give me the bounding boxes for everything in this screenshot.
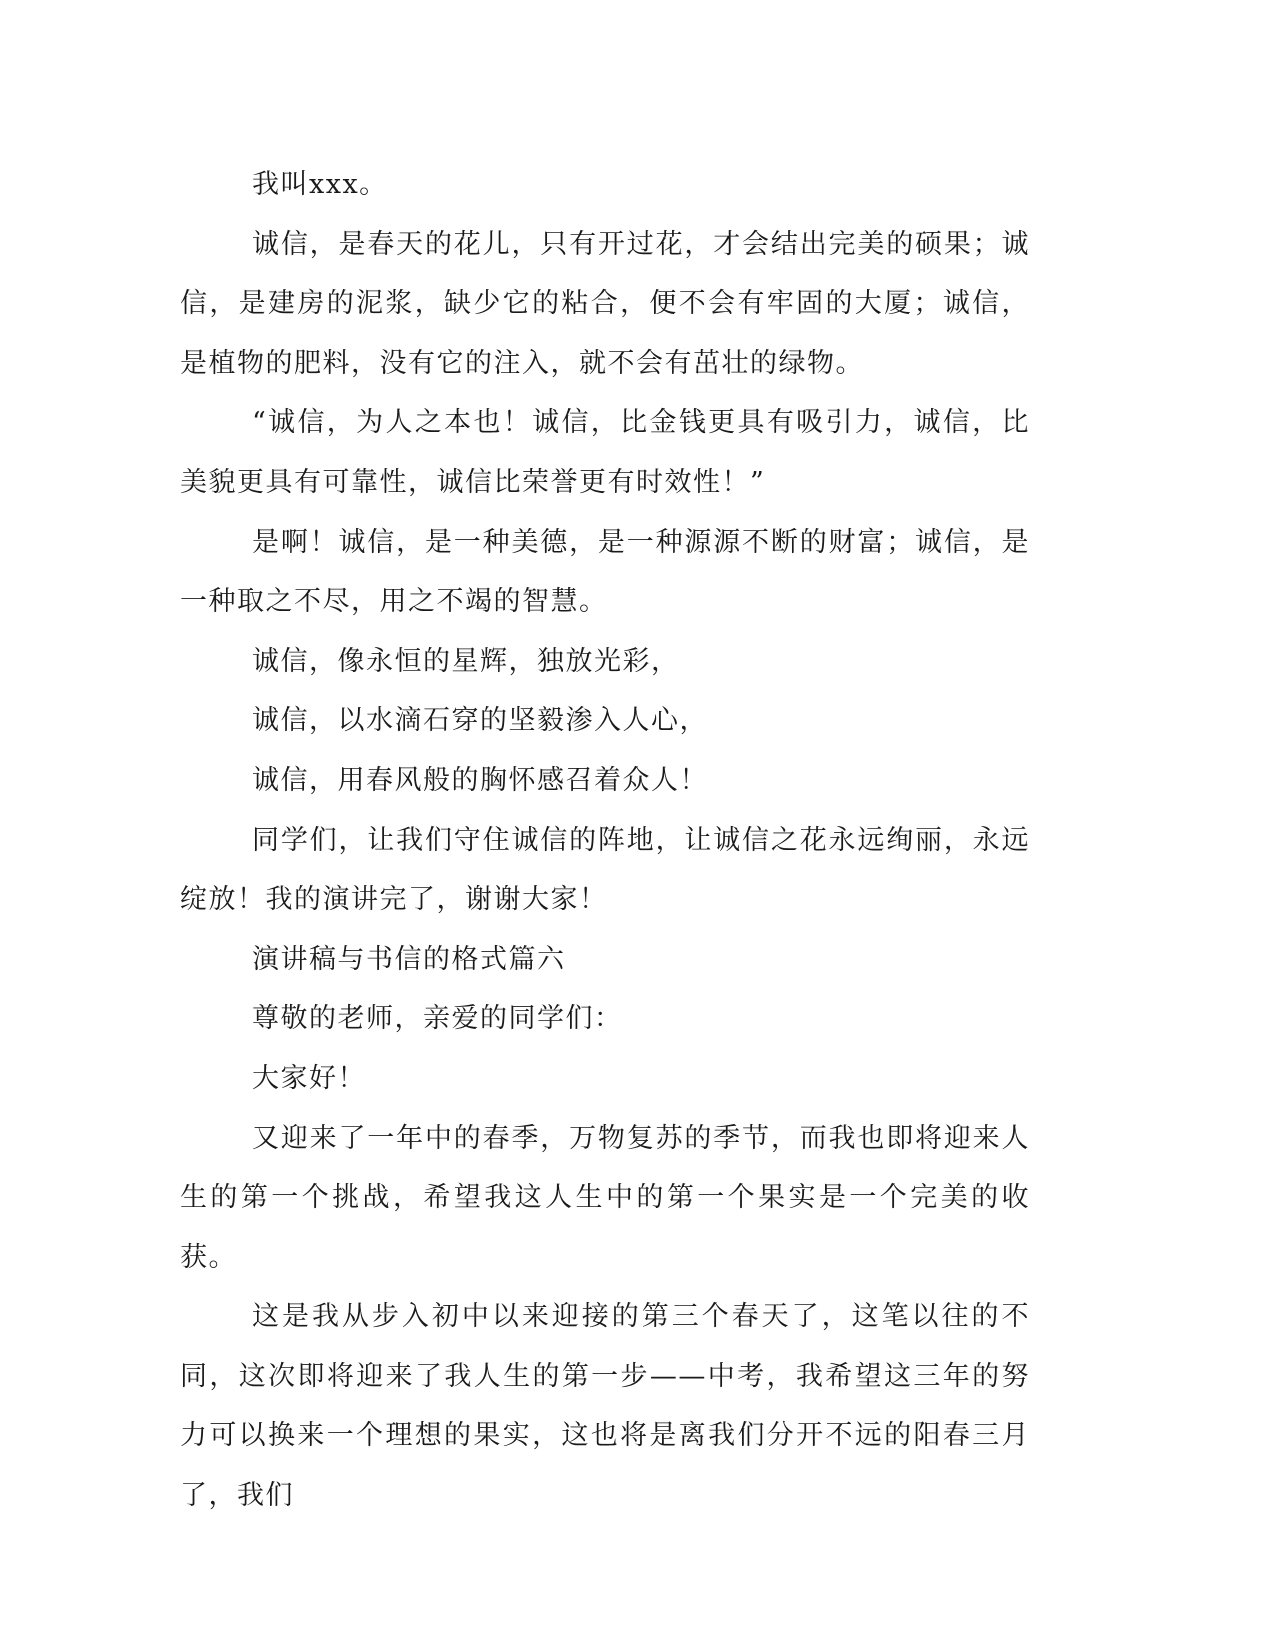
paragraph-closing: 同学们，让我们守住诚信的阵地，让诚信之花永远绚丽，永远绽放！我的演讲完了，谢谢大家！ <box>180 824 1030 916</box>
paragraph-line-spring-wind: 诚信，用春风般的胸怀感召着众人！ <box>252 764 708 796</box>
paragraph-spring: 又迎来了一年中的春季，万物复苏的季节，而我也即将迎来人生的第一个挑战，希望我这人生中的第一个果实是一个完美的收获。 <box>180 1122 1030 1273</box>
paragraph-intro: 我叫xxx。 <box>252 169 388 200</box>
paragraph-quote: “诚信，为人之本也！诚信，比金钱更具有吸引力，诚信，比美貌更具有可靠性，诚信比荣誉更有时效性！” <box>180 407 1030 498</box>
section-heading: 演讲稿与书信的格式篇六 <box>252 943 566 975</box>
paragraph-salutation: 尊敬的老师，亲爱的同学们： <box>252 1003 623 1035</box>
paragraph-virtue: 是啊！诚信，是一种美德，是一种源源不断的财富；诚信，是一种取之不尽，用之不竭的智慧。 <box>180 526 1030 618</box>
paragraph-exam: 这是我从步入初中以来迎接的第三个春天了，这笔以往的不同，这次即将迎来了我人生的第一步——中考，我希望这三年的努力可以换来一个理想的果实，这也将是离我们分开不远的阳春三月了，我们 <box>180 1301 1030 1512</box>
paragraph-honesty-metaphors: 诚信，是春天的花儿，只有开过花，才会结出完美的硕果；诚信，是建房的泥浆，缺少它的粘合，便不会有牢固的大厦；诚信，是植物的肥料，没有它的注入，就不会有茁壮的绿物。 <box>180 228 1030 379</box>
document-body <box>180 155 1030 1526</box>
paragraph-line-starlight: 诚信，像永恒的星辉，独放光彩， <box>252 645 680 677</box>
paragraph-line-water: 诚信，以水滴石穿的坚毅渗入人心， <box>252 705 708 737</box>
paragraph-greeting: 大家好！ <box>252 1062 366 1094</box>
